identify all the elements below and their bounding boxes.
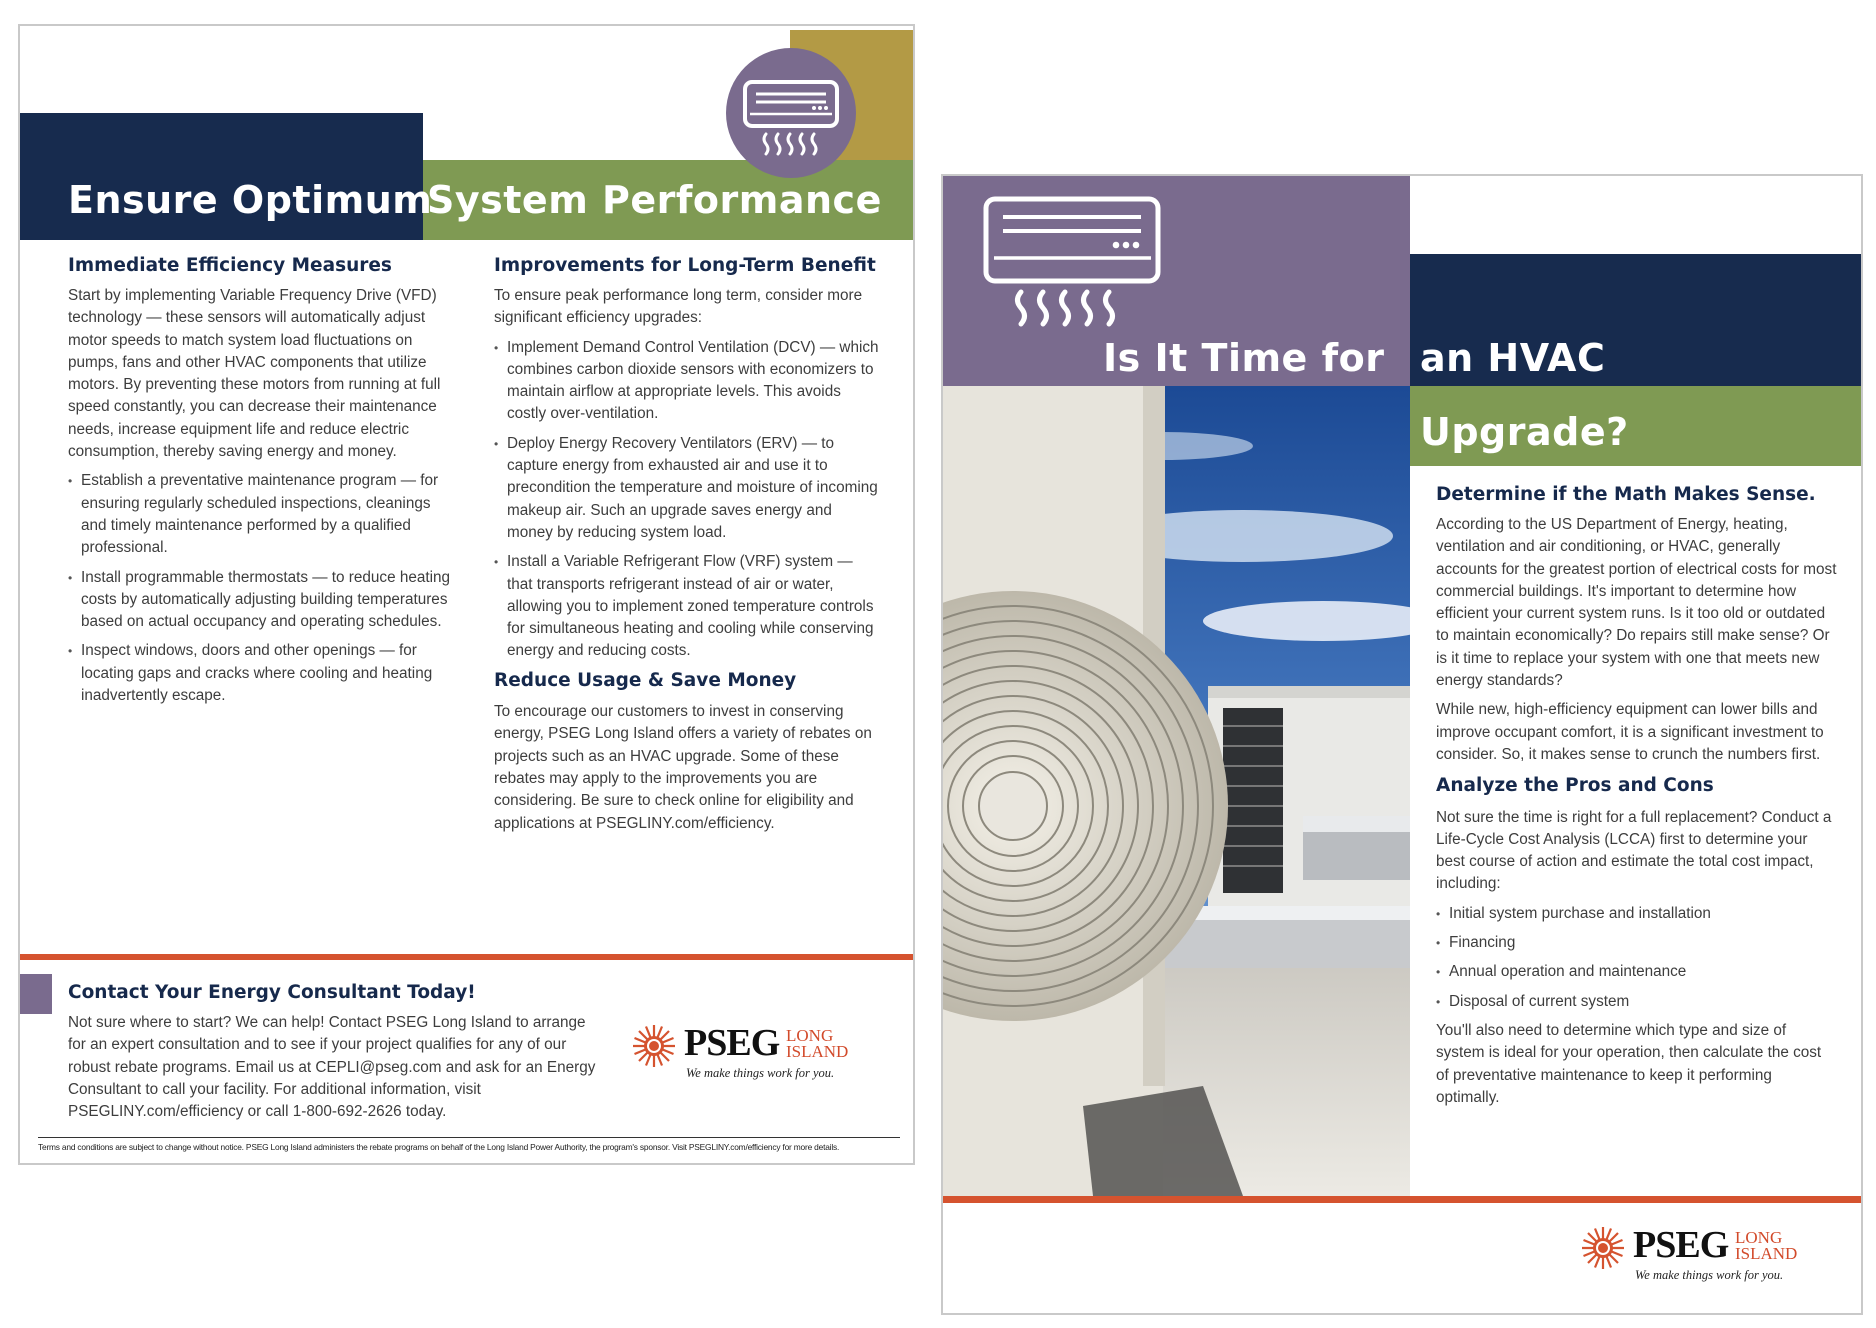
disclaimer: Terms and conditions are subject to change without notice. PSEG Long Island administers the rebate programs on behalf of the Long Island Power Authority, the program's sponsor. Visit PSEGLINY.com/efficiency for more details. [38,1142,840,1152]
rooftop-ac-image [943,386,1410,1196]
list-item: • Deploy Energy Recovery Ventilators (ERV) — to capture energy from exhausted air and use it to precondition the temperature and moisture of incoming makeup air. Such an upgrade saves energy and money by reducing system load. [494,433,880,544]
bullet-list [1436,903,1838,1013]
paragraph: While new, high-efficiency equipment can lower bills and improve occupant comfort, it is a significant investment to consider. So, it makes sense to crunch the numbers first. [1436,701,1824,763]
title-part3: Upgrade? [1420,410,1629,454]
paragraph: According to the US Department of Energy, heating, ventilation and air conditioning, or HVAC, generally accounts for the greatest portion of electrical costs for most commercial buildings. It's important to determine how efficient your current system runs. Is it too old or outdated to maintain economically? Do repairs still make sense? Or is it time to replace your system with one that meets new energy standards? [1436,516,1837,690]
hvac-icon-circle [726,48,856,178]
list-item: • Implement Demand Control Ventilation (DCV) — which combines carbon dioxide sensors with economizers to maintain airflow at appropriate levels. This avoids costly over-ventilation. [494,337,880,426]
paragraph: Start by implementing Variable Frequency Drive (VFD) technology — these sensors will automatically adjust motor speeds to match system load fluctuations on pumps, fans and other HVAC components that utilize motors. By preventing these motors from running at full speed constantly, you can decrease their maintenance needs, increase equipment life and reduce electric consumption, thereby saving energy and money. [68,287,441,461]
sun-icon [1581,1226,1625,1270]
title-part1: Ensure Optimum [68,178,433,222]
purple-tab [20,974,52,1014]
pseg-logo [1581,1218,1821,1298]
sun-icon [632,1024,676,1068]
paragraph: You'll also need to determine which type and size of system is ideal for your operation, then calculate the cost of preventative maintenance to keep it performing optimally. [1436,1021,1822,1106]
section-heading: Reduce Usage & Save Money [494,669,797,691]
air-conditioner-icon [981,194,1171,334]
logo-tagline: We make things work for you. [686,1066,835,1080]
title-part1: Is It Time for [1103,336,1385,380]
pseg-logo [632,1016,872,1096]
logo-island: ISLAND [786,1042,849,1061]
bullet-list [68,470,450,707]
paragraph: To ensure peak performance long term, consider more significant efficiency upgrades: [494,287,863,327]
list-item: • Install programmable thermostats — to reduce heating costs by automatically adjusting building temperatures based on actual occupancy and operating schedules. [68,567,450,634]
title-part2: an HVAC [1420,336,1606,380]
right-page [941,174,1863,1315]
logo-wordmark: PSEG [684,1022,780,1064]
orange-divider [20,954,915,960]
paragraph: Not sure the time is right for a full replacement? Conduct a Life-Cycle Cost Analysis (LCCA) first to determine your best course of action and estimate the total cost impact, including: [1436,808,1832,893]
list-item: • Annual operation and maintenance [1436,961,1838,983]
logo-island: ISLAND [1735,1244,1798,1263]
list-item: • Install a Variable Refrigerant Flow (VRF) system — that transports refrigerant instead of air or water, allowing you to implement zoned temperature controls for simultaneous heating and cooling while conserving energy and reducing costs. [494,551,880,662]
section-heading: Improvements for Long-Term Benefit [494,255,876,276]
right-column [1436,484,1838,1116]
footer-rule [38,1137,900,1138]
logo-tagline: We make things work for you. [1635,1268,1784,1282]
left-page [18,24,915,1165]
contact-text: Not sure where to start? We can help! Contact PSEG Long Island to arrange for an expert consultation and to see if your project qualifies for any of our robust rebate programs. Email us at CEPLI@pseg.com and ask for an Energy Consultant to call your facility. For additional information, visit PSEGLINY.com/efficiency or call 1-800-692-2626 today. [68,1014,596,1121]
contact-heading: Contact Your Energy Consultant Today! [68,982,476,1003]
list-item: • Inspect windows, doors and other openings — for locating gaps and cracks where cooling and heating inadvertently escape. [68,640,450,707]
logo-wordmark: PSEG [1633,1224,1729,1266]
hvac-photo [943,386,1410,1196]
section-heading: Immediate Efficiency Measures [68,255,392,276]
list-item: • Initial system purchase and installation [1436,903,1838,925]
column-immediate [68,255,450,714]
air-conditioner-icon [726,48,856,178]
column-long-term [494,255,880,842]
list-item: • Disposal of current system [1436,991,1838,1013]
section-heading: Determine if the Math Makes Sense. [1436,484,1816,505]
list-item: • Financing [1436,932,1838,954]
orange-divider [943,1196,1863,1203]
bullet-list [494,337,880,663]
section-heading: Analyze the Pros and Cons [1436,775,1714,797]
logo-long: LONG [786,1026,834,1045]
title-part2: System Performance [427,178,882,222]
list-item: • Establish a preventative maintenance program — for ensuring regularly scheduled inspections, cleanings and timely maintenance performed by a qualified professional. [68,470,450,559]
logo-long: LONG [1735,1228,1783,1247]
paragraph: To encourage our customers to invest in conserving energy, PSEG Long Island offers a variety of rebates on projects such as an HVAC upgrade. Some of these rebates may apply to the improvements you are considering. Be sure to check online for eligibility and applications at PSEGLINY.com/efficiency. [494,703,872,832]
